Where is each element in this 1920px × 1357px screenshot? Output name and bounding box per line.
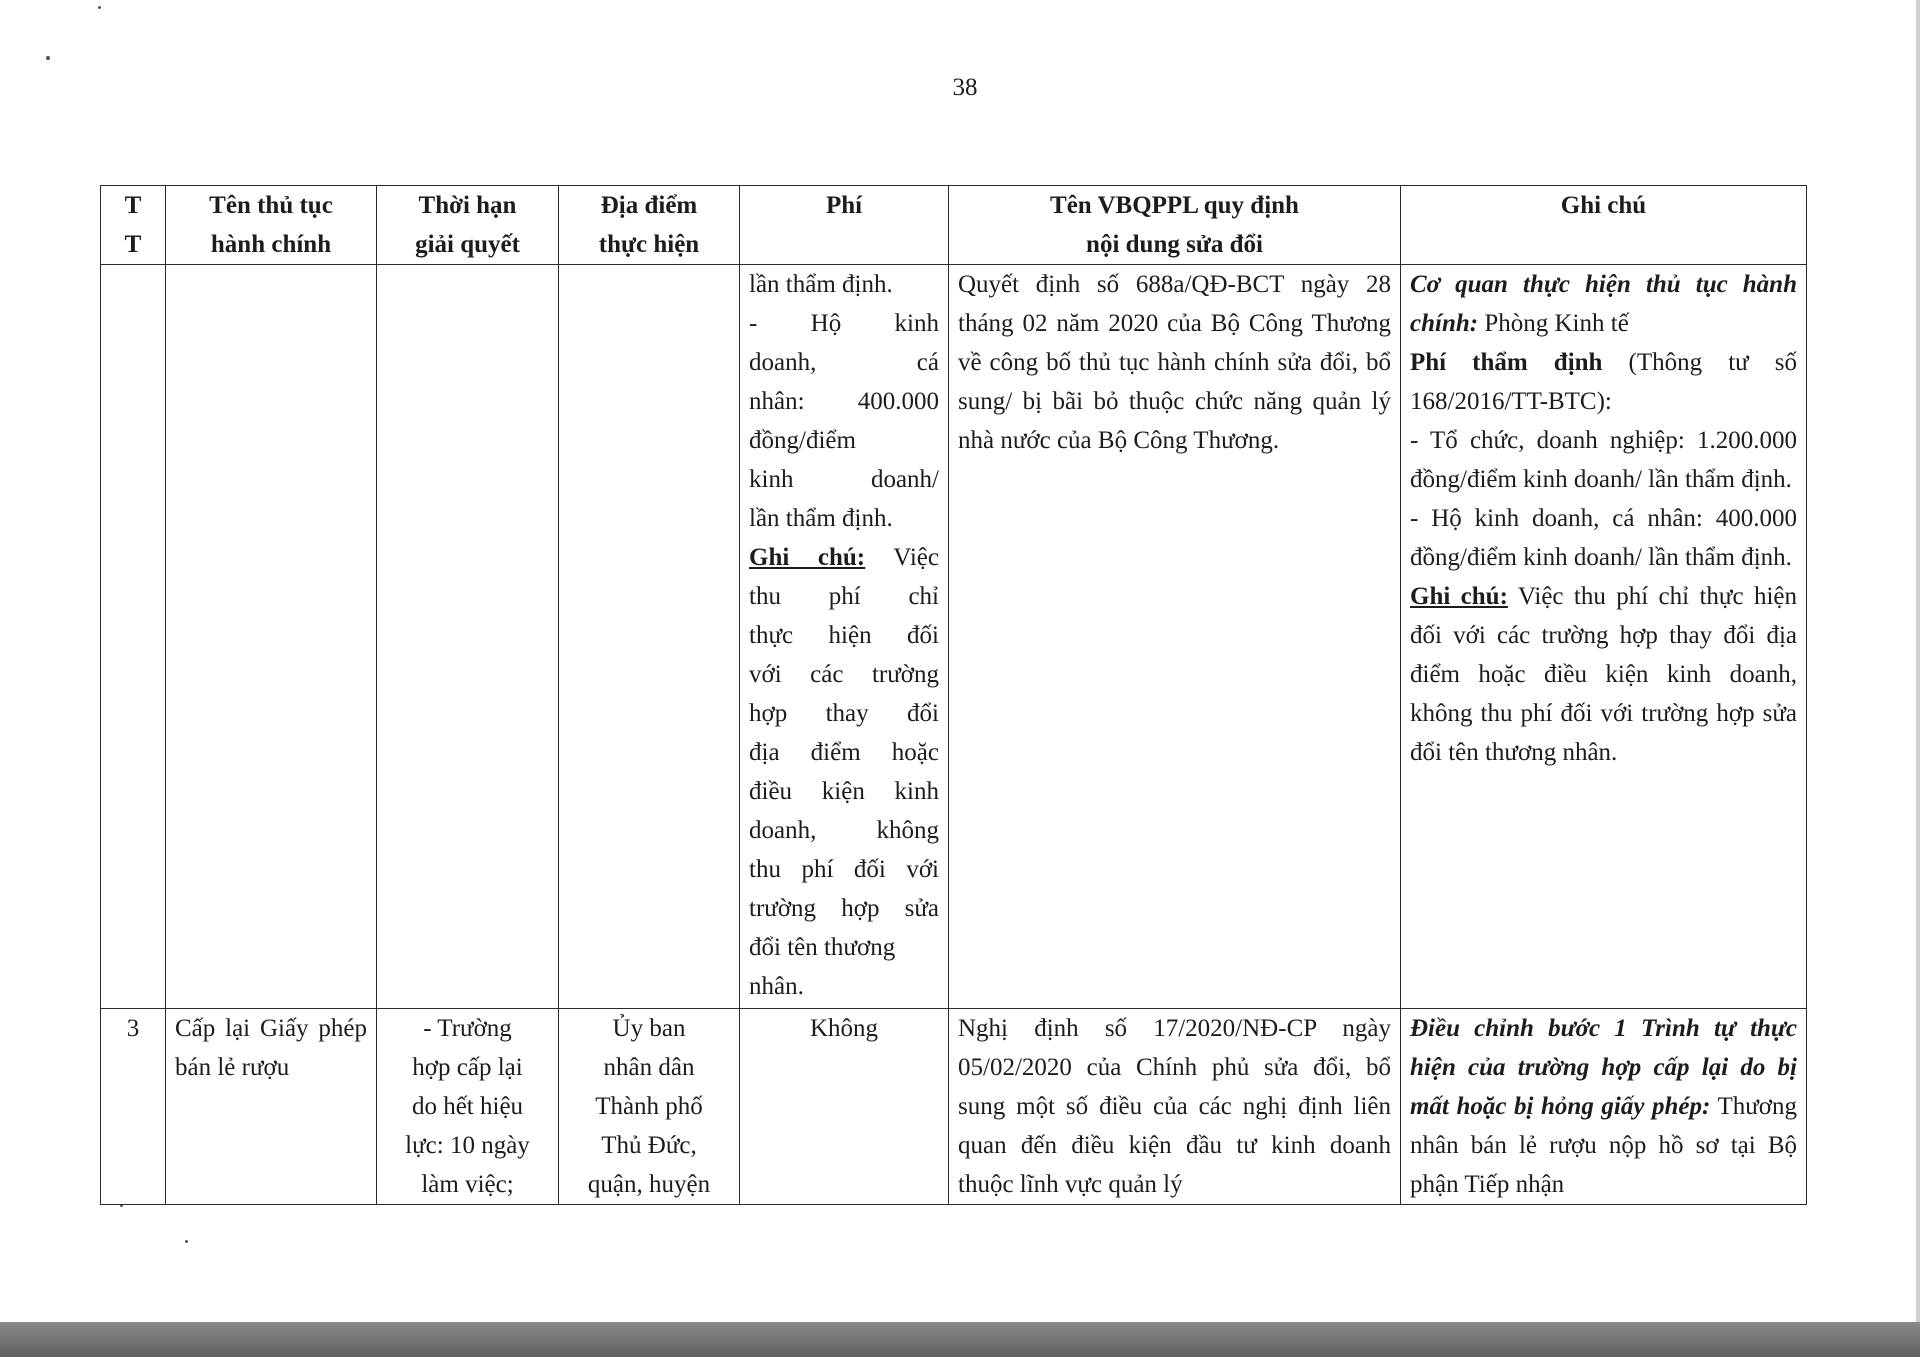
fee-note-line: với các trường xyxy=(749,661,939,688)
row2-note-cell xyxy=(1401,1009,1807,1205)
row2-note-text: Thương nhân bán lẻ rượu nộp hồ sơ tại Bộ phận Tiếp nhận xyxy=(1410,1093,1797,1198)
fee-note-line: thu phí chỉ xyxy=(749,583,939,610)
header-place: Địa điểm thực hiện xyxy=(559,186,740,265)
remark-text: Việc thu phí chỉ thực hiện đối với các trường hợp thay đổi địa điểm hoặc điều kiện kinh doanh, không thu phí đối với trường hợp sửa đổi tên thương nhân. xyxy=(1410,583,1797,766)
fee-note-line: đổi tên thương xyxy=(749,934,896,961)
row2-time-cell: - Trường hợp cấp lại do hết hiệu lực: 10 ngày làm việc; xyxy=(377,1009,559,1205)
fee-note-line: điều kiện kinh xyxy=(749,778,939,805)
row1-legal-document-cell: Quyết định số 688a/QĐ-BCT ngày 28 tháng 02 năm 2020 của Bộ Công Thương về công bố thủ tục hành chính sửa đổi, bổ sung/ bị bãi bỏ thuộc chức năng quản lý nhà nước của Bộ Công Thương. xyxy=(949,265,1401,1009)
row1-place-cell xyxy=(559,265,740,1009)
row1-name-cell xyxy=(166,265,377,1009)
header-time-limit: Thời hạn giải quyết xyxy=(377,186,559,265)
fee-basis-label: Phí thẩm định xyxy=(1410,349,1603,376)
row2-place-cell: Ủy ban nhân dân Thành phố Thủ Đức, quận, huyện xyxy=(559,1009,740,1205)
row2-tt-cell: 3 xyxy=(101,1009,166,1205)
org-fee-paragraph: - Tổ chức, doanh nghiệp: 1.200.000 đồng/điểm kinh doanh/ lần thẩm định. xyxy=(1410,427,1797,493)
page-right-edge xyxy=(1916,0,1920,1322)
row2-legal-document-cell: Nghị định số 17/2020/NĐ-CP ngày 05/02/2020 của Chính phủ sửa đổi, bổ sung một số điều của các nghị định liên quan đến điều kiện đầu tư kinh doanh thuộc lĩnh vực quản lý xyxy=(949,1009,1401,1205)
row2-fee-cell: Không xyxy=(740,1009,949,1205)
scan-speck xyxy=(185,1240,188,1243)
fee-line: kinh doanh/ xyxy=(749,466,939,493)
table-row xyxy=(101,1009,1807,1205)
agency-value: Phòng Kinh tế xyxy=(1478,310,1629,337)
fee-note-line: địa điểm hoặc xyxy=(749,739,939,766)
fee-note-label: Ghi chú: xyxy=(749,544,866,571)
row2-name-cell: Cấp lại Giấy phép bán lẻ rượu xyxy=(166,1009,377,1205)
table-header-row xyxy=(101,186,1807,265)
row1-tt-cell xyxy=(101,265,166,1009)
table-row xyxy=(101,265,1807,1009)
row1-fee-cell xyxy=(740,265,949,1009)
fee-note-line: hợp thay đổi xyxy=(749,700,939,727)
row1-time-cell xyxy=(377,265,559,1009)
header-fee: Phí xyxy=(740,186,949,265)
fee-line: - Hộ kinh xyxy=(749,310,939,337)
header-note: Ghi chú xyxy=(1401,186,1807,265)
fee-basis-paragraph xyxy=(1410,343,1797,421)
header-legal-document: Tên VBQPPL quy định nội dung sửa đổi xyxy=(949,186,1401,265)
scan-speck xyxy=(98,6,101,9)
fee-line: nhân: 400.000 xyxy=(749,388,939,415)
fee-line: lần thẩm định. xyxy=(749,505,893,532)
agency-label: Cơ quan thực hiện thủ tục hành chính: xyxy=(1410,271,1797,337)
fee-note-line: nhân. xyxy=(749,973,804,1000)
fee-line: doanh, cá xyxy=(749,349,939,376)
procedure-table xyxy=(100,185,1807,1205)
fee-note-line: trường hợp sửa xyxy=(749,895,939,922)
scan-speck xyxy=(46,56,50,60)
fee-line: đồng/điểm xyxy=(749,427,856,454)
fee-note-line: doanh, không xyxy=(749,817,939,844)
fee-note-line: thu phí đối với xyxy=(749,856,939,883)
header-procedure-name: Tên thủ tục hành chính xyxy=(166,186,377,265)
remark-label: Ghi chú: xyxy=(1410,583,1508,610)
fee-basis-ref: (Thông tư số 168/2016/TT-BTC): xyxy=(1410,349,1797,415)
header-tt: T T xyxy=(101,186,166,265)
household-fee-paragraph: - Hộ kinh doanh, cá nhân: 400.000 đồng/điểm kinh doanh/ lần thẩm định. xyxy=(1410,505,1797,571)
page-number: 38 xyxy=(952,74,978,101)
fee-line: lần thẩm định. xyxy=(749,271,893,298)
fee-note-first-line: Ghi chú: Việc xyxy=(749,544,939,571)
agency-paragraph xyxy=(1410,265,1797,343)
row2-note-label: Điều chỉnh bước 1 Trình tự thực hiện của trường hợp cấp lại do bị mất hoặc bị hỏng giấy phép: xyxy=(1410,1015,1797,1120)
remark-paragraph xyxy=(1410,577,1797,772)
row1-note-cell xyxy=(1401,265,1807,1009)
scanner-bottom-shadow xyxy=(0,1322,1920,1357)
fee-note-line: thực hiện đối xyxy=(749,622,939,649)
